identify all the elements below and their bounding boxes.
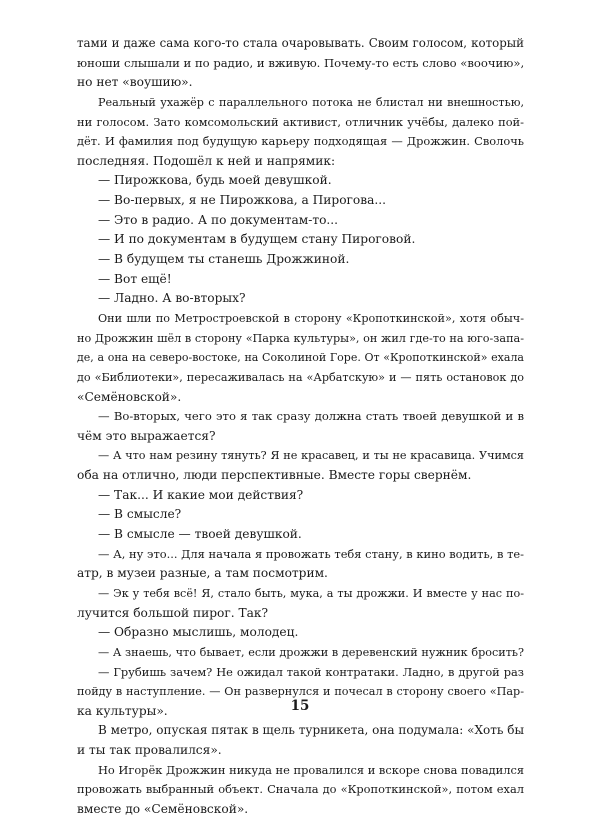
text-line: — А что нам резину тянуть? Я не красавец, и ты не красавица. Учимся xyxy=(98,449,524,463)
text-line: ни голосом. Зато комсомольский активист, отличник учёбы, далеко пой- xyxy=(77,114,524,129)
text-line: чём это выражается? xyxy=(77,428,216,443)
text-line: — А знаешь, что бывает, если дрожжи в деревенский нужник бросить? xyxy=(98,645,524,659)
text-line: провожать выбранный объект. Сначала до «Кропоткинской», потом ехал xyxy=(77,782,524,797)
text-line: атр, в музеи разные, а там посмотрим. xyxy=(77,566,328,581)
text-line: дёт. И фамилия под будущую карьеру подходящая — Дрожжин. Сволочь xyxy=(77,134,524,149)
text-line: де, а она на северо-востоке, на Соколиной Горе. От «Кропоткинской» ехала xyxy=(77,351,524,365)
text-line: пойду в наступление. — Он развернулся и почесал в сторону своего «Пар- xyxy=(77,685,524,699)
text-line: — Образно мыслишь, молодец. xyxy=(98,625,299,640)
text-line: тами и даже сама кого-то стала очаровывать. Своим голосом, который xyxy=(77,36,524,50)
text-line: Реальный ухажёр с параллельного потока не блистал ни внешностью, xyxy=(98,95,524,109)
text-line: но Дрожжин шёл в сторону «Парка культуры», он жил где-то на юго-запа- xyxy=(77,331,524,345)
text-line: юноши слышали и по радио, и вживую. Почему-то есть слово «воочию», xyxy=(77,55,525,70)
text-line: — А, ну это... Для начала я провожать тебя стану, в кино водить, в те- xyxy=(98,546,524,561)
text-line: «Семёновской». xyxy=(77,389,182,404)
text-line: последняя. Подошёл к ней и напрямик: xyxy=(77,153,336,168)
text-line: но нет «воушию». xyxy=(77,75,193,90)
text-line: — В будущем ты станешь Дрожжиной. xyxy=(98,252,350,267)
text-line: — Грубишь зачем? Не ожидал такой контратаки. Ладно, в другой раз xyxy=(98,664,524,679)
page-number: 15 xyxy=(290,698,310,714)
text-line: — В смысле — твоей девушкой. xyxy=(98,527,302,542)
text-line: до «Библиотеки», пересаживалась на «Арбатскую» и — пять остановок до xyxy=(77,370,524,384)
text-line: оба на отлично, люди перспективные. Вместе горы свернём. xyxy=(77,468,472,483)
text-line: В метро, опуская пятак в щель турникета, она подумала: «Хоть бы xyxy=(98,723,525,738)
text-line: лучится большой пирог. Так? xyxy=(77,605,269,620)
text-line: Но Игорёк Дрожжин никуда не провалился и вскоре снова повадился xyxy=(98,762,525,777)
text-line: — Так... И какие мои действия? xyxy=(98,487,304,502)
text-line: — В смысле? xyxy=(98,507,182,522)
text-line: — И по документам в будущем стану Пироговой. xyxy=(98,232,416,247)
text-line: — Пирожкова, будь моей девушкой. xyxy=(98,173,332,188)
text-line: и ты так провалился». xyxy=(77,743,222,758)
text-line: ка культуры». xyxy=(77,703,168,718)
text-line: — Во-первых, я не Пирожкова, а Пирогова... xyxy=(98,193,387,208)
text-line: — Это в радио. А по документам-то... xyxy=(98,212,339,227)
text-line: вместе до «Семёновской». xyxy=(77,801,249,816)
text-line: Они шли по Метростроевской в сторону «Кропоткинской», хотя обыч- xyxy=(98,311,524,325)
text-line: — Во-вторых, чего это я так сразу должна стать твоей девушкой и в xyxy=(98,409,524,424)
text-line: — Вот ещё! xyxy=(98,271,172,286)
text-line: — Эк у тебя всё! Я, стало быть, мука, а ты дрожжи. И вместе у нас по- xyxy=(98,586,524,600)
text-line: — Ладно. А во-вторых? xyxy=(98,291,246,306)
